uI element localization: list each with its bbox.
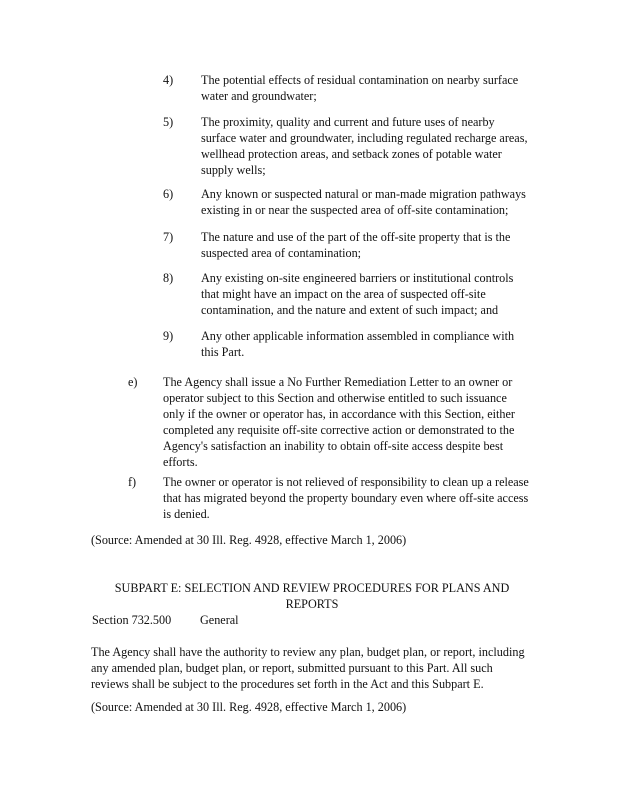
section-paragraph: The Agency shall have the authority to review any plan, budget plan, or report, including any amended plan, budget plan, or report, submitted pursuant to this Part. All such reviews shall be subject to the procedures set forth in the Act and this Subpart E.: [91, 645, 525, 691]
source-note: (Source: Amended at 30 Ill. Reg. 4928, effective March 1, 2006): [91, 700, 407, 714]
item-number: 4): [163, 73, 174, 87]
item-number: 9): [163, 329, 174, 343]
item-text: Any existing on-site engineered barriers or institutional controls that might have an impact on the area of suspected off-site contamination, and the nature and extent of such impact; and: [201, 271, 514, 317]
subpart-heading: SUBPART E: SELECTION AND REVIEW PROCEDURES FOR PLANS AND REPORTS: [114, 581, 510, 611]
item-letter: f): [128, 475, 137, 489]
item-number: 8): [163, 271, 174, 285]
source-note: (Source: Amended at 30 Ill. Reg. 4928, effective March 1, 2006): [91, 533, 407, 547]
item-letter: e): [128, 375, 138, 389]
item-text: Any other applicable information assembled in compliance with this Part.: [201, 329, 515, 359]
item-number: 6): [163, 187, 174, 201]
item-number: 5): [163, 115, 174, 129]
item-text: Any known or suspected natural or man-made migration pathways existing in or near the suspected area of off-site contamination;: [201, 187, 526, 217]
item-text: The proximity, quality and current and future uses of nearby surface water and groundwater, including regulated recharge areas, wellhead protection areas, and setback zones of potable water supply wells;: [201, 115, 528, 177]
item-text: The Agency shall issue a No Further Remediation Letter to an owner or operator subject to this Section and otherwise entitled to such issuance only if the owner or operator has, in accordance with this Section, either completed any requisite off-site corrective action or demonstrated to the Agency's satisfaction an inability to obtain off-site access despite best efforts.: [163, 375, 515, 469]
item-text: The nature and use of the part of the off-site property that is the suspected area of contamination;: [201, 230, 511, 260]
item-text: The potential effects of residual contamination on nearby surface water and groundwater;: [201, 73, 519, 103]
item-text: The owner or operator is not relieved of responsibility to clean up a release that has migrated beyond the property boundary even where off-site access is denied.: [163, 475, 529, 521]
section-title: General: [200, 613, 239, 627]
section-number: Section 732.500: [92, 613, 172, 627]
item-number: 7): [163, 230, 174, 244]
